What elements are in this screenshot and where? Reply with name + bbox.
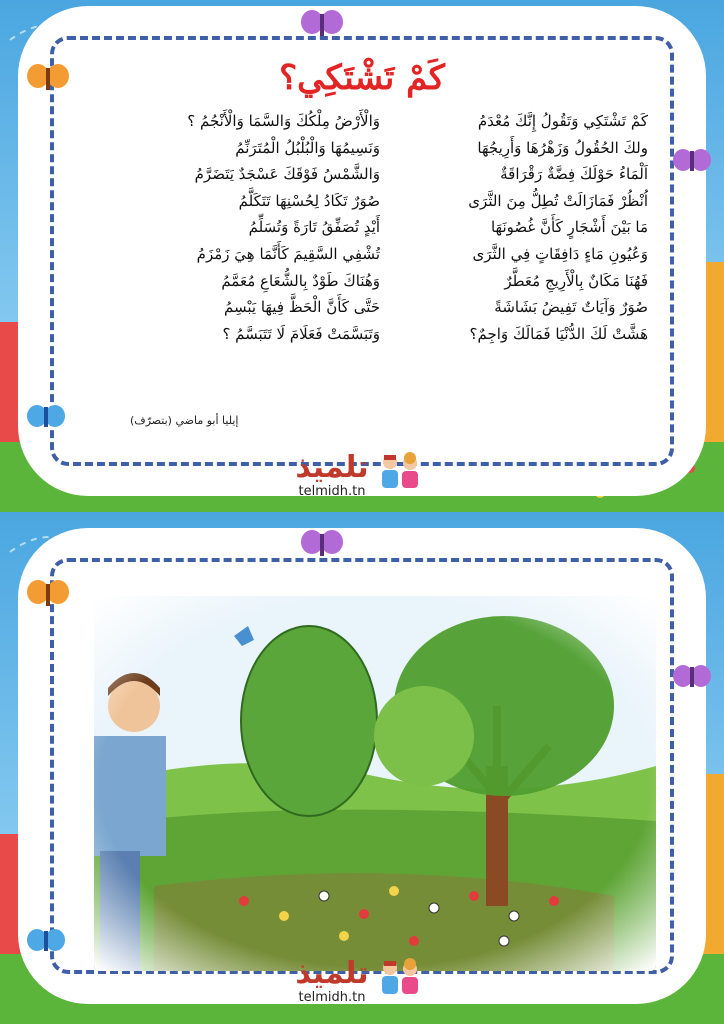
illustration-garden xyxy=(94,596,656,971)
poem-line: وَالشَّمْسُ فَوْقَكَ عَسْجَدٌ يَتَضَرَّمُ xyxy=(194,165,380,184)
poem-attribution: إيليا أبو ماضي (بتصرّف) xyxy=(130,414,239,427)
poem-line: وَتَبَسَّمَتْ فَعَلَامَ لَا تَتَبَسَّمُ ؟ xyxy=(222,324,380,343)
butterfly-icon xyxy=(26,62,70,96)
poem-column-right xyxy=(388,108,648,347)
poem-line: صُوَرٌ وَآيَاتٌ تَفِيضُ بَشَاشَةً xyxy=(494,298,648,317)
poem-line: وَعُيُونِ مَاءٍ دَافِقَاتٍ فِي الثَّرَى xyxy=(472,244,648,263)
poem-line: كَمْ تَشْتَكِي وَتَقُولُ إِنَّكَ مُعْدَمُ xyxy=(477,112,648,130)
page-bottom xyxy=(0,512,724,1024)
poem-line: وَنَسِيمُهَا وَالْبُلْبُلُ الْمُتَرَنِّمُ xyxy=(235,138,380,157)
poem-line: وَالْأَرْضُ مِلْكُكَ وَالسَّمَا وَالْأَنْجُمُ ؟ xyxy=(187,112,380,130)
poem-line: مَا بَيْنَ أَشْجَارٍ كَأَنَّ غُصُونَهَا xyxy=(490,218,648,237)
butterfly-icon xyxy=(672,146,712,178)
butterfly-icon xyxy=(26,578,70,612)
logo-arabic: تلميذ xyxy=(295,450,369,485)
site-logo xyxy=(0,452,724,500)
kids-reading-icon xyxy=(376,452,422,492)
butterfly-icon xyxy=(26,402,66,434)
poem-line: حَتَّى كَأَنَّ الْحَظَّ فِيهَا يَبْسِمُ xyxy=(223,298,380,317)
logo-arabic: تلميذ xyxy=(295,956,369,991)
poem-line: تُشْفِي السَّقِيمَ كَأَنَّمَا هِيَ زَمْزَمُ xyxy=(196,244,380,263)
poem-line: اُنْظُرْ فَمَازَالَتْ تُطِلُّ مِنَ الثَّرَى xyxy=(468,191,648,210)
picture-card xyxy=(28,538,696,994)
poem-line: فَهُنَا مَكَانٌ بِالْأَرِيجِ مُعَطَّرٌ xyxy=(504,271,648,290)
poem-column-left xyxy=(120,108,380,347)
kids-reading-icon xyxy=(376,958,422,998)
poem-line: هَشَّتْ لَكَ الدُّنْيَا فَمَالَكَ وَاجِمٌ؟ xyxy=(469,324,648,343)
butterfly-icon xyxy=(26,926,66,958)
logo-domain: telmidh.tn xyxy=(298,484,366,499)
butterfly-icon xyxy=(300,528,344,562)
poem-line: أَيْدٍ تُصَفِّقُ تَارَةً وَتُسَلِّمُ xyxy=(248,218,380,237)
butterfly-icon xyxy=(672,662,712,694)
logo-domain: telmidh.tn xyxy=(298,990,366,1005)
poem-line: ولكَ الحُقُولُ وَزَهْرُهَا وَأَرِيجُهَا xyxy=(477,138,648,157)
poem-title: كَمْ تَشْتَكِي؟ xyxy=(279,58,445,98)
poem-card xyxy=(28,16,696,486)
poem-line: اَلْمَاءُ حَوْلَكَ فِضَّةٌ رَقْرَاقَةٌ xyxy=(500,165,648,184)
poem-line: صُوَرٌ تَكَادُ لِحُسْنِهَا تَتَكَلَّمُ xyxy=(238,191,380,210)
butterfly-icon xyxy=(300,8,344,42)
poem-line: وَهُنَاكَ طَوْدٌ بِالشُّعَاعِ مُعَمَّمُ xyxy=(221,271,380,290)
site-logo xyxy=(0,958,724,1006)
